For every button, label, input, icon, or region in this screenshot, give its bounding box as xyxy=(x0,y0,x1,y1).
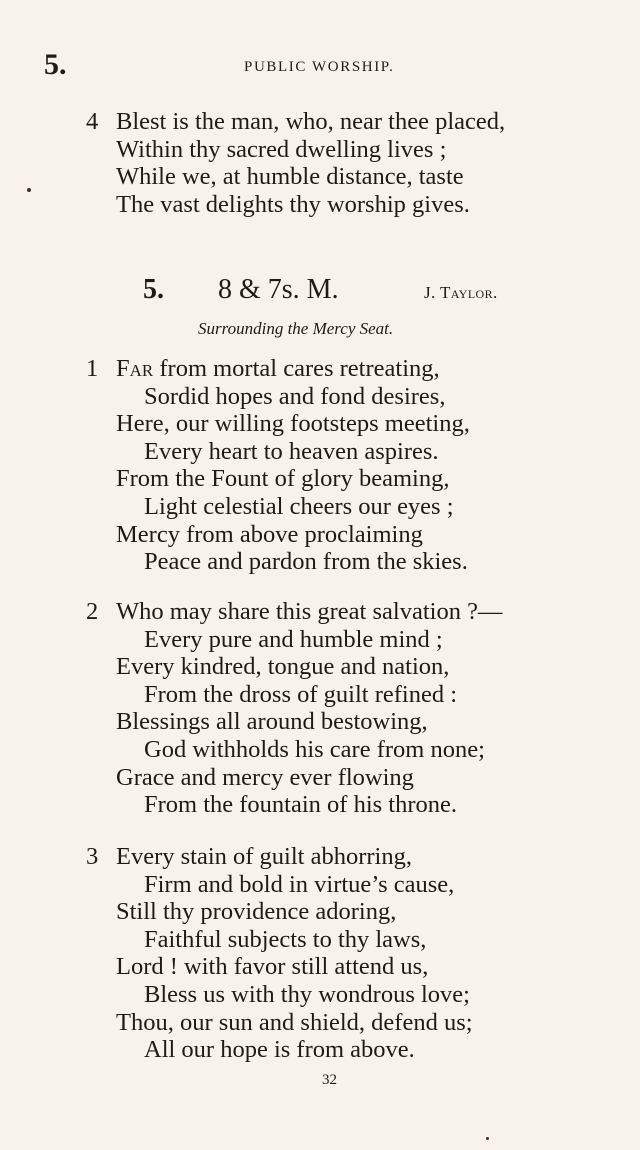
verse-line: Within thy sacred dwelling lives ; xyxy=(116,135,447,163)
hymn-subtitle: Surrounding the Mercy Seat. xyxy=(198,319,394,338)
stanza-2 xyxy=(86,598,502,819)
verse-line: Light celestial cheers our eyes ; xyxy=(144,492,454,520)
verse-line: Thou, our sun and shield, defend us; xyxy=(116,1008,473,1036)
verse-line: Mercy from above proclaiming xyxy=(116,520,423,548)
verse-line: From the dross of guilt refined : xyxy=(144,680,458,708)
verse-line: Blessings all around bestowing, xyxy=(116,708,428,736)
verse-line: Bless us with thy wondrous love; xyxy=(144,980,470,1008)
verse-line: From the Fount of glory beaming, xyxy=(116,465,450,493)
verse-line: Grace and mercy ever flowing xyxy=(116,763,414,791)
verse-line: Sordid hopes and fond desires, xyxy=(144,382,446,410)
page-speck xyxy=(486,1137,489,1140)
verse-number: 2 xyxy=(86,598,99,625)
first-word: Far xyxy=(116,355,154,382)
page-number: 32 xyxy=(322,1072,337,1088)
verse-line: Here, our willing footsteps meeting, xyxy=(116,410,470,438)
verse-line: The vast delights thy worship gives. xyxy=(116,190,470,218)
stanza-1 xyxy=(86,355,470,576)
page-speck xyxy=(27,188,31,192)
verse-line: Lord ! with favor still attend us, xyxy=(116,953,429,981)
hymn-meter: 8 & 7s. M. xyxy=(218,274,339,305)
verse-number: 1 xyxy=(86,355,99,382)
verse-line: Every pure and humble mind ; xyxy=(144,625,443,653)
verse-line: Still thy providence adoring, xyxy=(116,898,397,926)
section-number: 5. xyxy=(44,48,67,81)
verse-line: 4 Blest is the man, who, near thee placed, xyxy=(86,108,506,135)
verse-line: Peace and pardon from the skies. xyxy=(144,548,468,576)
hymn-author: J. Taylor. xyxy=(424,283,498,302)
running-header-title: PUBLIC WORSHIP. xyxy=(244,59,395,75)
verse-line: 2 Who may share this great salvation ?— xyxy=(86,598,503,625)
verse-line: All our hope is from above. xyxy=(144,1036,415,1064)
verse-line: While we, at humble distance, taste xyxy=(116,163,464,191)
verse-line: Every heart to heaven aspires. xyxy=(144,437,439,465)
verse-line: 1 Far from mortal cares retreating, xyxy=(86,355,440,382)
verse-line: From the fountain of his throne. xyxy=(144,791,458,819)
hymn-number: 5. xyxy=(143,274,164,305)
verse-line: 3 Every stain of guilt abhorring, xyxy=(86,843,412,870)
verse-line: Every kindred, tongue and nation, xyxy=(116,653,450,681)
verse-line: Faithful subjects to thy laws, xyxy=(144,925,427,953)
prev-hymn-stanza-4 xyxy=(86,108,505,218)
verse-line: God withholds his care from none; xyxy=(144,735,485,763)
verse-number: 3 xyxy=(86,843,99,870)
verse-line: Firm and bold in virtue’s cause, xyxy=(144,870,455,898)
stanza-3 xyxy=(86,843,473,1064)
verse-number: 4 xyxy=(86,108,99,135)
